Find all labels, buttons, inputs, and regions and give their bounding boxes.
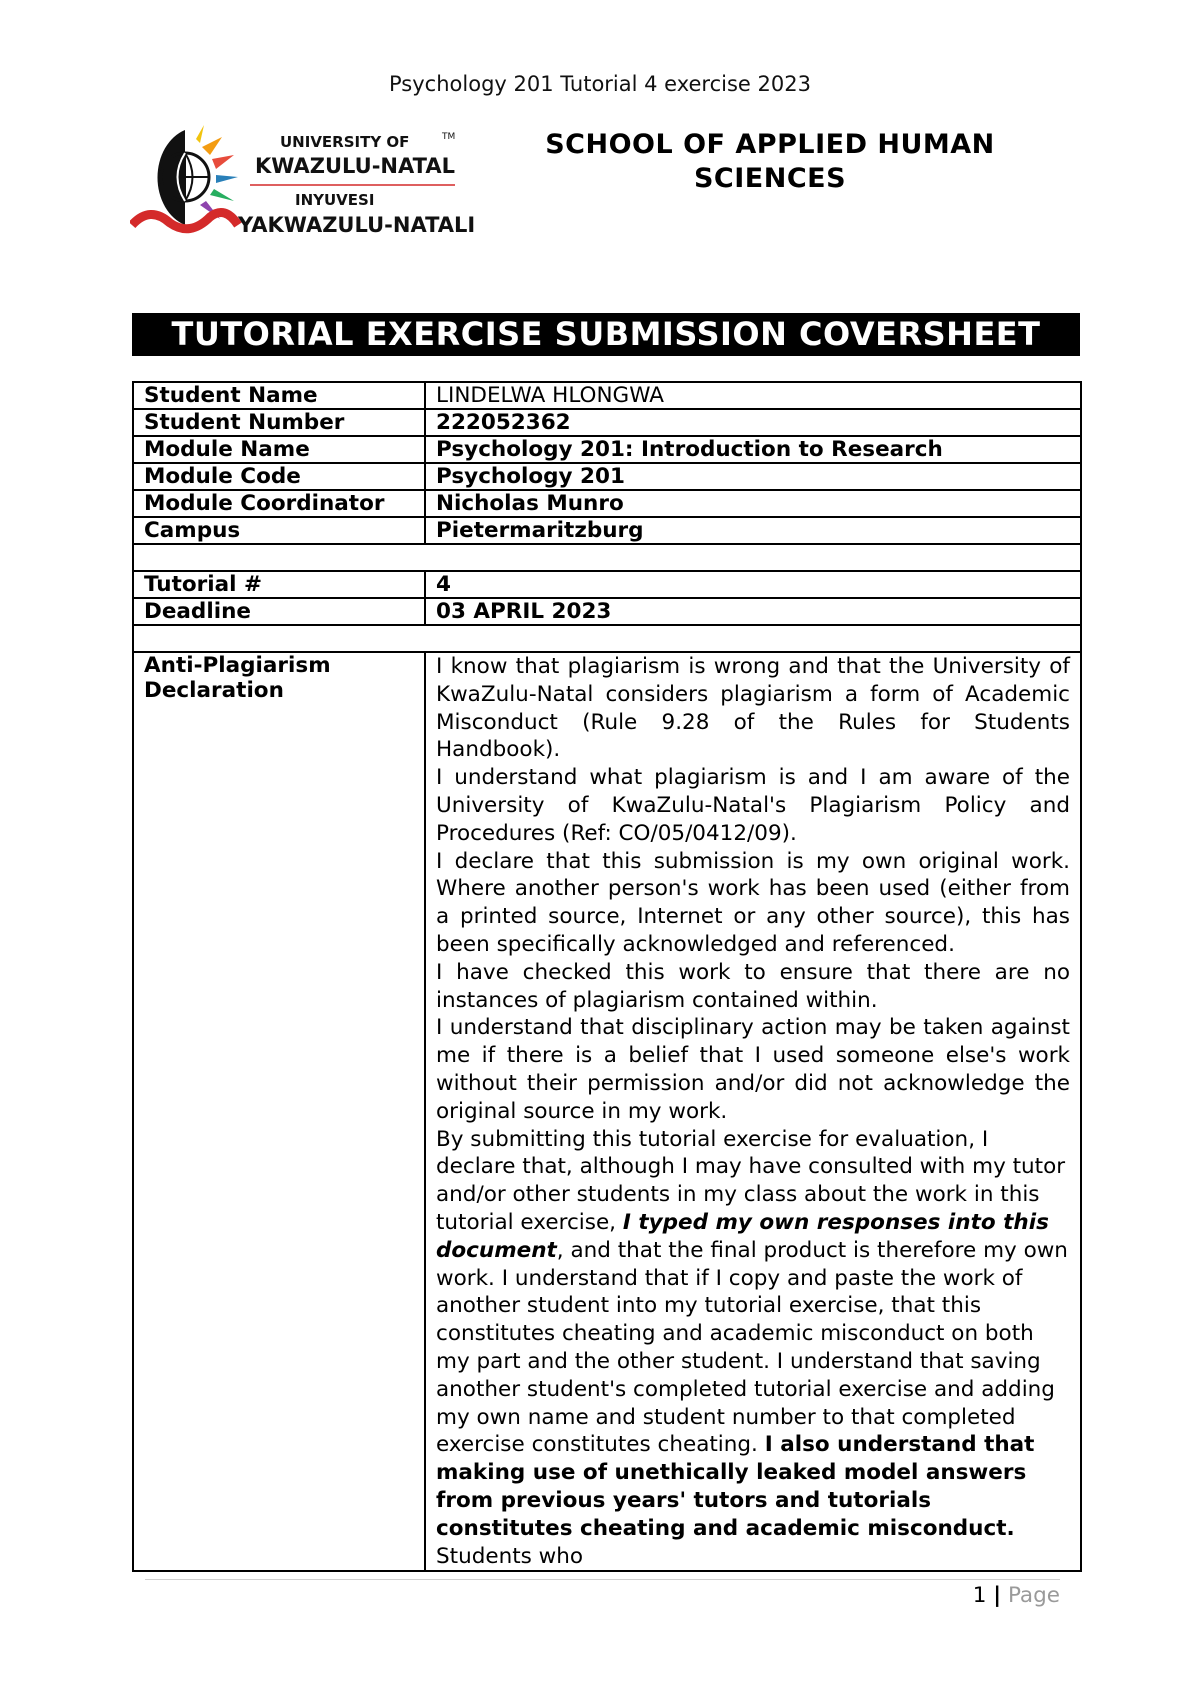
value-student-name: LINDELWA HLONGWA <box>425 382 1081 409</box>
page-separator: | <box>993 1583 1002 1608</box>
spacer-row <box>133 625 1081 652</box>
label-student-number: Student Number <box>133 409 425 436</box>
declaration-text <box>425 652 1081 1571</box>
spacer-cell <box>133 625 1081 652</box>
page-label: Page <box>1007 1583 1060 1608</box>
declaration-paragraph-3: I declare that this submission is my own original work. Where another person's work has been used (either from a printed source, Internet or any other source), this has been specifically acknowledged and referenced. <box>436 848 1070 957</box>
declaration-label-line2: Declaration <box>144 678 284 703</box>
spacer-cell <box>133 544 1081 571</box>
declaration-paragraph-1: I know that plagiarism is wrong and that the University of KwaZulu-Natal considers plagiarism a form of Academic Misconduct (Rule 9.28 of the Rules for Students Handbook). <box>436 654 1070 763</box>
logo-text-kwazulu-natal: KWAZULU-NATAL <box>255 154 455 178</box>
school-title-line2: SCIENCES <box>693 163 847 194</box>
school-title <box>530 128 1010 196</box>
declaration-p6-bold: I also understand that making use of unethically leaked model answers from previous years' tutors and tutorials constitutes cheating and academic misconduct. <box>436 1432 1035 1541</box>
table-row <box>133 436 1081 463</box>
table-row <box>133 382 1081 409</box>
table-row <box>133 598 1081 625</box>
declaration-paragraph-5: I understand that disciplinary action may be taken against me if there is a belief that I used someone else's work without their permission and/or did not acknowledge the original source in my work. <box>436 1015 1070 1124</box>
declaration-paragraph-6 <box>436 1126 1070 1571</box>
declaration-label <box>133 652 425 1571</box>
page-header: Psychology 201 Tutorial 4 exercise 2023 <box>389 72 811 96</box>
declaration-p6-part-e: Students who <box>436 1543 584 1569</box>
label-student-name: Student Name <box>133 382 425 409</box>
declaration-paragraph-4: I have checked this work to ensure that there are no instances of plagiarism contained within. <box>436 959 1070 1013</box>
page-number: 1 <box>972 1583 987 1608</box>
value-module-code: Psychology 201 <box>425 463 1081 490</box>
table-row <box>133 409 1081 436</box>
footer-divider <box>145 1579 1060 1580</box>
label-tutorial-number: Tutorial # <box>133 571 425 598</box>
declaration-p6-emphasis: I typed my own responses into this document <box>436 1209 1049 1263</box>
logo-text-yakwazulu-natali: YAKWAZULU-NATALI <box>238 213 476 237</box>
declaration-paragraph-2: I understand what plagiarism is and I am aware of the University of KwaZulu-Natal's Plagiarism Policy and Procedures (Ref: CO/05/0412/09). <box>436 765 1070 846</box>
value-tutorial-number: 4 <box>425 571 1081 598</box>
label-module-name: Module Name <box>133 436 425 463</box>
declaration-row <box>133 652 1081 1571</box>
coversheet-title: TUTORIAL EXERCISE SUBMISSION COVERSHEET <box>132 313 1080 356</box>
value-deadline: 03 APRIL 2023 <box>425 598 1081 625</box>
value-module-name: Psychology 201: Introduction to Research <box>425 436 1081 463</box>
value-campus: Pietermaritzburg <box>425 517 1081 544</box>
value-module-coordinator: Nicholas Munro <box>425 490 1081 517</box>
logo-text-university-of: UNIVERSITY OF <box>280 133 410 151</box>
page-footer <box>973 1583 1060 1608</box>
declaration-p6-part-c: , and that the final product is therefore my own work. I understand that if I copy and paste the work of another student into my tutorial exercise, that this constitutes cheating and academic misconduct on both my part and the other student. I understand that saving another student's completed tutorial exercise and adding my own name and student number to that completed exercise constitutes cheating. <box>436 1237 1068 1458</box>
table-row <box>133 517 1081 544</box>
declaration-label-line1: Anti-Plagiarism <box>144 653 331 678</box>
spacer-row <box>133 544 1081 571</box>
label-campus: Campus <box>133 517 425 544</box>
logo-text-inyuvesi: INYUVESI <box>295 191 375 209</box>
table-row <box>133 490 1081 517</box>
value-student-number: 222052362 <box>425 409 1081 436</box>
school-title-line1: SCHOOL OF APPLIED HUMAN <box>545 129 995 160</box>
table-row <box>133 571 1081 598</box>
university-logo <box>130 125 490 243</box>
label-module-code: Module Code <box>133 463 425 490</box>
coversheet-table <box>132 381 1082 1572</box>
table-row <box>133 463 1081 490</box>
declaration-p6-part-a: By submitting this tutorial exercise for evaluation, I declare that, although I may have consulted with my tutor and/or other students in my class about the work in this tutorial exercise, <box>436 1126 1066 1235</box>
label-deadline: Deadline <box>133 598 425 625</box>
label-module-coordinator: Module Coordinator <box>133 490 425 517</box>
logo-trademark: TM <box>442 132 456 142</box>
